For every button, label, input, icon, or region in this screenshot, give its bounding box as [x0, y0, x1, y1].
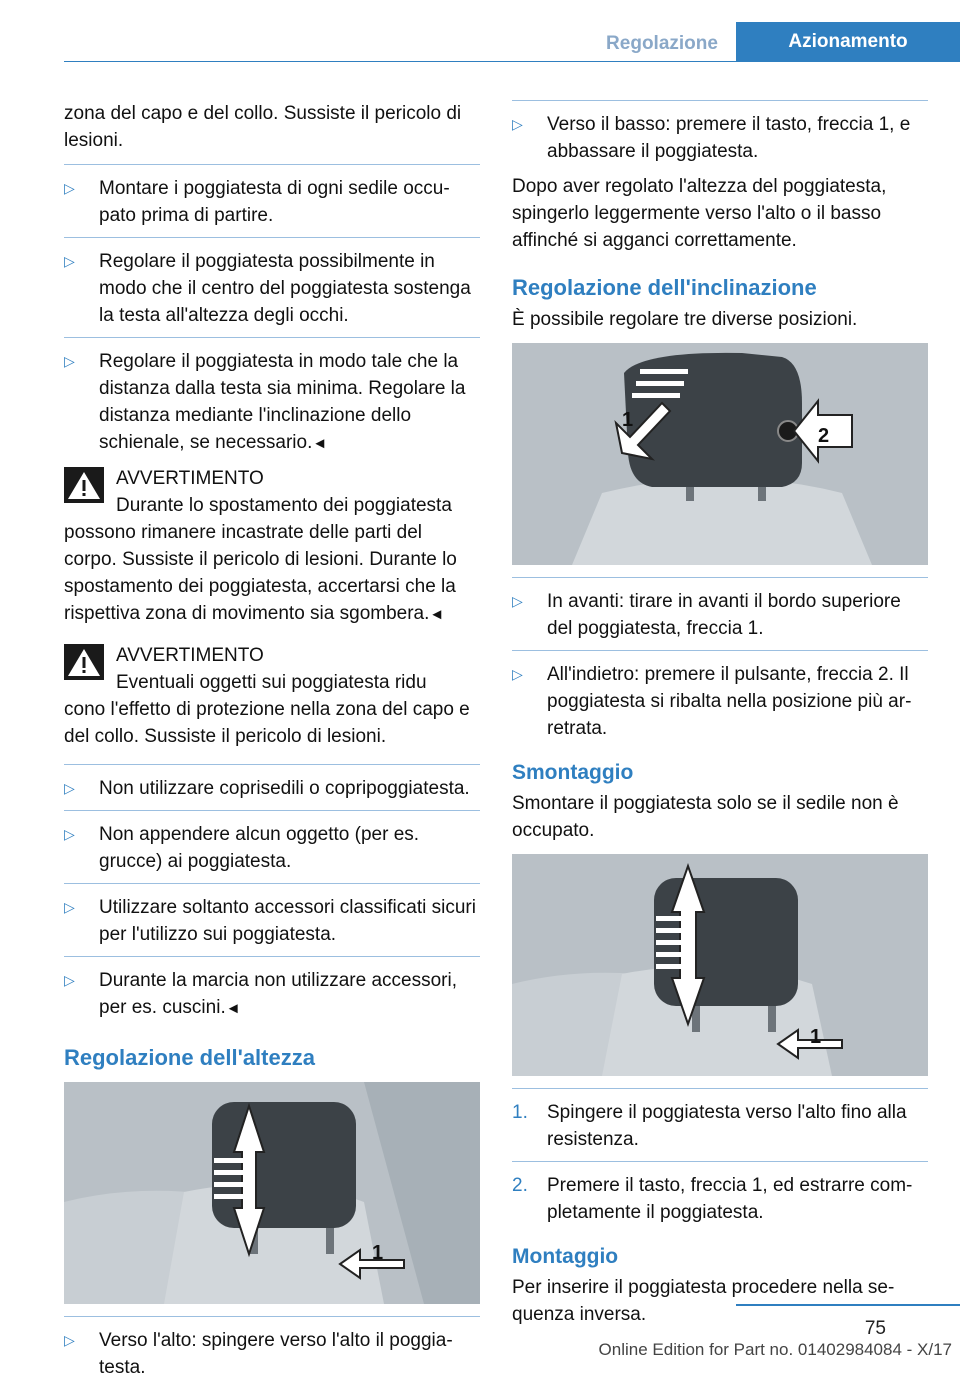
list-item: ▷ In avanti: tirare in avanti il bordo superiore del poggiatesta, freccia 1.: [512, 588, 928, 642]
left-column: [64, 100, 480, 1389]
bullet-icon: ▷: [512, 593, 523, 609]
divider: [64, 237, 480, 238]
divider: [512, 100, 928, 101]
warning-text-first: Durante lo spostamento dei poggiatesta: [116, 495, 452, 516]
list-item: ▷ Regolare il poggiatesta possibilmente in modo che il centro del poggiatesta sostenga la testa all'altezza degli occhi.: [64, 248, 480, 329]
list-item: ▷ All'indietro: premere il pulsante, freccia 2. Il poggiatesta si ribalta nella posizione più arretrata.: [512, 661, 928, 742]
bullet-icon: ▷: [512, 116, 523, 132]
list-item: ▷ Verso l'alto: spingere verso l'alto il poggiatesta.: [64, 1327, 480, 1381]
footer-edition: Online Edition for Part no. 01402984084 - X/17: [598, 1340, 952, 1359]
divider: [64, 1316, 480, 1317]
intro-text: zona del capo e del collo. Sussiste il pericolo di lesioni.: [64, 103, 462, 151]
divider: [64, 764, 480, 765]
footer-rule: [736, 1304, 960, 1306]
divider: [64, 883, 480, 884]
step-item: 2. Premere il tasto, freccia 1, ed estrarre completamente il poggiatesta.: [512, 1172, 928, 1226]
arrow-label-2: 2: [818, 425, 830, 447]
header-chapter-tab: Azionamento: [736, 22, 960, 62]
arrow-label-1: 1: [622, 409, 634, 431]
header-section-tab: Regolazione: [606, 33, 718, 54]
divider: [512, 577, 928, 578]
end-mark-icon: ◄: [429, 606, 445, 623]
divider: [64, 956, 480, 957]
warning-triangle-icon: [64, 467, 104, 503]
bullet-icon: ▷: [64, 780, 75, 796]
bullet-icon: ▷: [64, 972, 75, 988]
list-item: ▷ Regolare il poggiatesta in modo tale che la distanza dalla testa sia minima. Regolare la distanza mediante l'inclinazione dello schienale, se necessario.◄: [64, 348, 480, 457]
divider: [64, 164, 480, 165]
headrest-tilt-illustration: [512, 343, 928, 565]
paragraph: Dopo aver regolato l'altezza del poggiatesta, spingerlo leggermente verso l'alto o il basso affinché si agganci correttamente.: [512, 176, 887, 251]
right-column: [512, 100, 928, 1338]
warning-text-first: Eventuali oggetti sui poggiatesta ridu: [116, 672, 427, 693]
step-item: 1. Spingere il poggiatesta verso l'alto fino alla resistenza.: [512, 1099, 928, 1153]
headrest-height-illustration: [64, 1082, 480, 1304]
list-item: ▷ Montare i poggiatesta di ogni sedile occupato prima di partire.: [64, 175, 480, 229]
warning-title: AVVERTIMENTO: [116, 645, 264, 666]
step-number: 1.: [512, 1102, 528, 1123]
headrest-remove-illustration: [512, 854, 928, 1076]
bullet-icon: ▷: [64, 899, 75, 915]
list-item: ▷ Durante la marcia non utilizzare accessori, per es. cuscini.◄: [64, 967, 480, 1022]
section-heading-height: Regolazione dell'altezza: [64, 1045, 315, 1070]
divider: [512, 1161, 928, 1162]
section-heading-remove: Smontaggio: [512, 761, 634, 784]
list-item: ▷ Utilizzare soltanto accessori classificati sicuri per l'utilizzo sui poggiatesta.: [64, 894, 480, 948]
warning-triangle-icon: [64, 644, 104, 680]
divider: [64, 337, 480, 338]
arrow-label-1: 1: [810, 1026, 822, 1048]
arrow-label-1: 1: [372, 1242, 384, 1264]
warning-block: [64, 465, 480, 628]
section-heading-tilt: Regolazione dell'inclinazione: [512, 275, 817, 300]
bullet-icon: ▷: [64, 353, 75, 369]
tilt-text: È possibile regolare tre diverse posizioni.: [512, 309, 858, 330]
divider: [512, 1088, 928, 1089]
step-number: 2.: [512, 1175, 528, 1196]
bullet-icon: ▷: [64, 826, 75, 842]
list-item: ▷ Non utilizzare coprisedili o copripoggiatesta.: [64, 775, 480, 802]
warning-text: possono rimanere incastrate delle parti del corpo. Sussiste il pericolo di lesioni. Durante lo spostamento dei poggiatesta, accertarsi che la rispettiva zona di movimento sia sgombera.: [64, 522, 457, 624]
bullet-icon: ▷: [64, 253, 75, 269]
end-mark-icon: ◄: [225, 1000, 241, 1017]
divider: [512, 650, 928, 651]
section-heading-mount: Montaggio: [512, 1245, 619, 1268]
warning-title: AVVERTIMENTO: [116, 468, 264, 489]
list-item: ▷ Non appendere alcun oggetto (per es. grucce) ai poggiatesta.: [64, 821, 480, 875]
remove-text: Smontare il poggiatesta solo se il sedile non è occupato.: [512, 793, 899, 841]
bullet-icon: ▷: [512, 666, 523, 682]
mount-text: Per inserire il poggiatesta procedere nella sequenza inversa.: [512, 1277, 895, 1325]
end-mark-icon: ◄: [312, 435, 328, 452]
bullet-icon: ▷: [64, 180, 75, 196]
divider: [64, 810, 480, 811]
header-rule: [64, 61, 960, 62]
warning-block: [64, 642, 480, 750]
bullet-icon: ▷: [64, 1332, 75, 1348]
page-number: 75: [864, 1318, 886, 1339]
warning-text: cono l'effetto di protezione nella zona del capo e del collo. Sussiste il pericolo di lesioni.: [64, 699, 470, 747]
list-item: ▷ Verso il basso: premere il tasto, freccia 1, e abbassare il poggiatesta.: [512, 111, 928, 165]
